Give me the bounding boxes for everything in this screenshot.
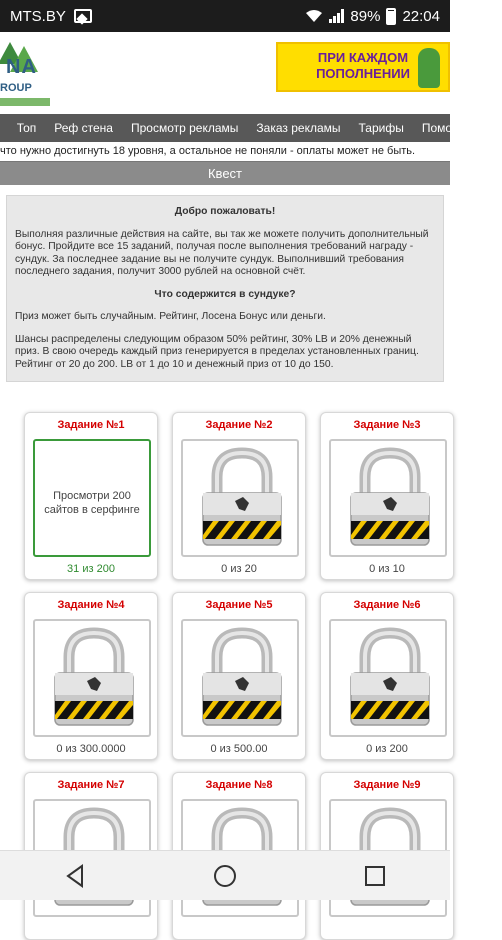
home-icon[interactable] bbox=[195, 856, 255, 896]
task-title: Задание №1 bbox=[57, 419, 125, 431]
task-card[interactable] bbox=[172, 592, 306, 760]
task-active-frame bbox=[33, 439, 151, 557]
android-nav-bar bbox=[0, 850, 450, 900]
main-nav bbox=[0, 114, 494, 142]
task-title: Задание №2 bbox=[205, 419, 273, 431]
task-card[interactable] bbox=[24, 592, 158, 760]
nav-item-tariffs[interactable]: Тарифы bbox=[358, 121, 404, 135]
quest-info-box bbox=[6, 195, 444, 382]
banner-text: ПРИ КАЖДОМ ПОПОЛНЕНИИ bbox=[316, 50, 410, 81]
nav-item-next[interactable]: К bbox=[486, 121, 494, 135]
battery-icon bbox=[386, 8, 396, 25]
nav-item-ads-view[interactable]: Просмотр рекламы bbox=[130, 121, 239, 135]
task-progress: 0 из 20 bbox=[221, 563, 257, 575]
task-card[interactable] bbox=[320, 412, 454, 580]
padlock-icon bbox=[343, 627, 437, 733]
back-icon[interactable] bbox=[45, 856, 105, 896]
promo-banner[interactable] bbox=[276, 42, 450, 92]
task-progress: 0 из 500.00 bbox=[210, 743, 268, 755]
battery-percent: 89% bbox=[350, 7, 381, 25]
task-locked-frame bbox=[329, 439, 447, 557]
site-logo[interactable] bbox=[0, 42, 50, 110]
task-card[interactable] bbox=[24, 412, 158, 580]
image-icon bbox=[74, 9, 92, 23]
logo-subtext: ROUP bbox=[0, 82, 32, 94]
task-locked-frame bbox=[329, 619, 447, 737]
padlock-icon bbox=[47, 627, 141, 733]
nav-item-prev[interactable] bbox=[0, 121, 8, 135]
logo-text: NA bbox=[6, 56, 37, 78]
task-title: Задание №8 bbox=[205, 779, 273, 791]
task-description: Просмотри 200 сайтов в серфинге bbox=[44, 490, 140, 516]
banner-character-icon bbox=[418, 48, 440, 88]
task-card[interactable] bbox=[320, 592, 454, 760]
signal-icon bbox=[329, 9, 344, 23]
carrier-name: MTS.BY bbox=[10, 7, 66, 25]
task-locked-frame bbox=[181, 439, 299, 557]
intro-text: Выполняя различные действия на сайте, вы так же можете получить дополнительный бонус. Пройдите все 15 заданий, получая после выполнения требований награду - сундук. За последнее задание вы не получите сундук. Выполнивший требования последнего задания, получит 3000 рублей на основной счёт. bbox=[15, 228, 429, 277]
site-header bbox=[0, 32, 450, 114]
task-title: Задание №6 bbox=[353, 599, 421, 611]
padlock-icon bbox=[195, 627, 289, 733]
nav-item-ads-order[interactable]: Заказ рекламы bbox=[256, 121, 341, 135]
prize-text: Приз может быть случайным. Рейтинг, Лосена Бонус или деньги. bbox=[15, 311, 326, 322]
padlock-icon bbox=[343, 447, 437, 553]
task-progress: 31 из 200 bbox=[67, 563, 115, 575]
task-title: Задание №5 bbox=[205, 599, 273, 611]
task-title: Задание №3 bbox=[353, 419, 421, 431]
wifi-icon bbox=[305, 9, 323, 23]
nav-item-top[interactable]: Топ bbox=[16, 121, 37, 135]
nav-item-ref-wall[interactable]: Реф стена bbox=[54, 121, 113, 135]
nav-item-help[interactable]: Помощь bbox=[421, 121, 469, 135]
task-locked-frame bbox=[33, 619, 151, 737]
welcome-heading: Добро пожаловать! bbox=[174, 206, 276, 217]
chest-heading: Что содержится в сундуке? bbox=[154, 288, 296, 300]
task-title: Задание №7 bbox=[57, 779, 125, 791]
task-progress: 0 из 300.0000 bbox=[56, 743, 126, 755]
status-bar bbox=[0, 0, 450, 32]
news-ticker: что нужно достигнуть 18 уровня, а остальное не поняли - оплаты может не быть. bbox=[0, 145, 416, 157]
task-card[interactable] bbox=[172, 412, 306, 580]
quest-section-title: Квест bbox=[0, 161, 450, 185]
recents-icon[interactable] bbox=[345, 856, 405, 896]
task-progress: 0 из 10 bbox=[369, 563, 405, 575]
clock: 22:04 bbox=[402, 7, 440, 25]
task-progress: 0 из 200 bbox=[366, 743, 408, 755]
task-locked-frame bbox=[181, 619, 299, 737]
chances-text: Шансы распределены следующим образом 50% рейтинг, 30% LB и 20% денежный приз. В свою очередь каждый приз генерируется в пределах установленных границ. Рейтинг от 20 до 200. LB от 1 до 10 и денежный приз от 10 до 150. bbox=[15, 333, 419, 370]
task-title: Задание №9 bbox=[353, 779, 421, 791]
padlock-icon bbox=[195, 447, 289, 553]
task-title: Задание №4 bbox=[57, 599, 125, 611]
